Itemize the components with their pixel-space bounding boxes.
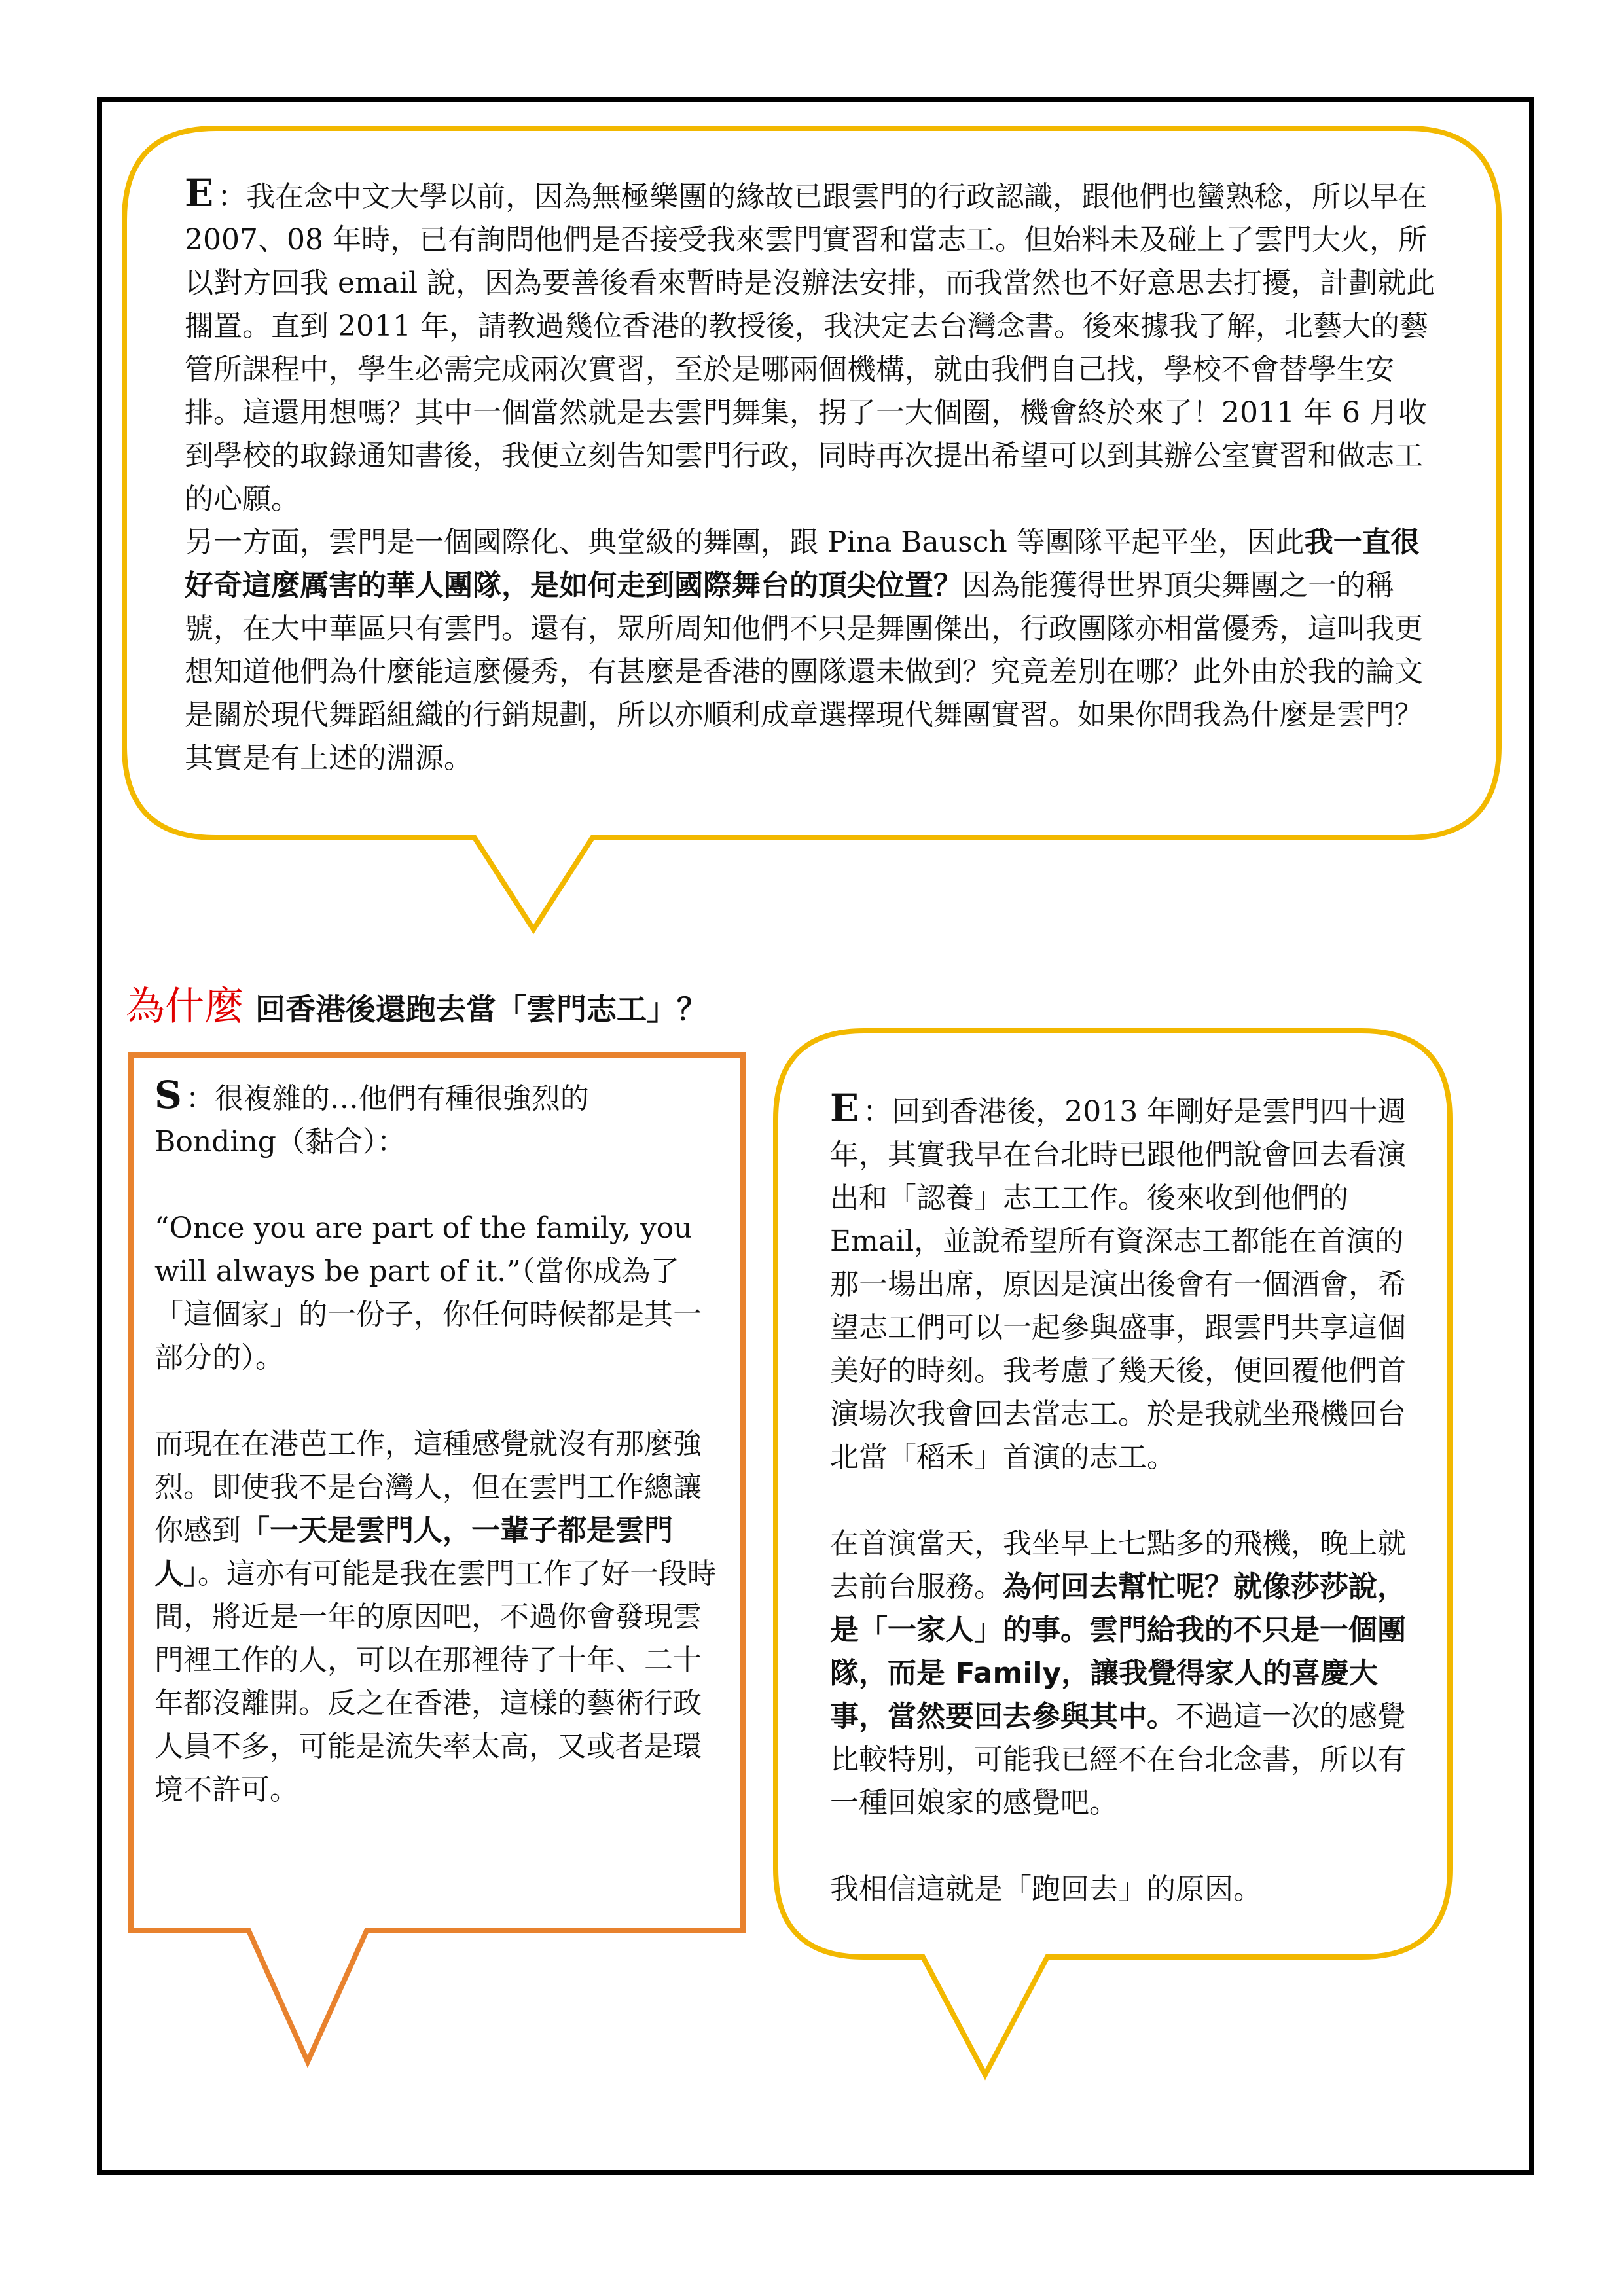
heading-highlight: 為什麼: [126, 984, 244, 1030]
right-paragraph-1: [830, 1086, 1419, 1479]
right-bubble-text: [830, 1086, 1419, 1911]
speaker-label: E: [830, 1086, 859, 1130]
bold-quote: 我一直很好奇這麼厲害的華人團隊，是如何走到國際舞台的頂尖位置？: [185, 526, 1420, 602]
heading-text: 回香港後還跑去當「雲門志工」？: [255, 992, 707, 1027]
bold-quote: 為何回去幫忙呢？就像莎莎說，是「一家人」的事。雲門給我的不只是一個團隊，而是 Family，讓我覺得家人的喜慶大事，當然要回去參與其中。: [830, 1570, 1406, 1733]
left-paragraph-3: [154, 1423, 717, 1812]
left-paragraph-2: “Once you are part of the family, you will always be part of it.”（當你成為了「這個家」的一份子，你任何時候都是其一部分的）。: [154, 1211, 702, 1374]
paragraph-text: ：回到香港後，2013 年剛好是雲門四十週年，其實我早在台北時已跟他們說會回去看演出和「認養」志工工作。後來收到他們的 Email，並說希望所有資深志工都能在首演的那一場出席，原因是演出後會有一個酒會，希望志工們可以一起參與盛事，跟雲門共享這個美好的時刻。我考慮了幾天後，便回覆他們首演場次我會回去當志工。於是我就坐飛機回台北當「稻禾」首演的志工。: [830, 1095, 1407, 1474]
right-paragraph-2: [830, 1522, 1419, 1825]
top-bubble-text: [185, 171, 1448, 780]
paragraph-text: ：我在念中文大學以前，因為無極樂團的緣故已跟雲門的行政認識，跟他們也蠻熟稔，所以早在 2007、08 年時，已有詢問他們是否接受我來雲門實習和當志工。但始料未及碰上了雲門大火，所以對方回我 email 說，因為要善後看來暫時是沒辦法安排，而我當然也不好意思去打擾，計劃就此擱置。直到 2011 年，請教過幾位香港的教授後，我決定去台灣念書。後來據我了解，北藝大的藝管所課程中，學生必需完成兩次實習，至於是哪兩個機構，就由我們自己找，學校不會替學生安排。這還用想嗎？其中一個當然就是去雲門舞集，拐了一大個圈，機會終於來了！2011 年 6 月收到學校的取錄通知書後，我便立刻告知雲門行政，同時再次提出希望可以到其辦公室實習和做志工的心願。: [185, 180, 1435, 516]
left-paragraph-1: [154, 1073, 717, 1164]
paragraph-text: 在首演當天，我坐早上七點多的飛機，晚上就去前台服務。: [830, 1527, 1406, 1604]
speaker-label: E: [185, 171, 214, 215]
bold-quote: 「一天是雲門人，一輩子都是雲門人」: [154, 1514, 673, 1590]
paragraph-text: ：很複雜的…他們有種很強烈的 Bonding（黏合）：: [154, 1082, 589, 1158]
paragraph-text: 因為能獲得世界頂尖舞團之一的稱號，在大中華區只有雲門。還有，眾所周知他們不只是舞團傑出，行政團隊亦相當優秀，這叫我更想知道他們為什麼能這麼優秀，有甚麼是香港的團隊還未做到？究竟差別在哪？此外由於我的論文是關於現代舞蹈組織的行銷規劃，所以亦順利成章選擇現代舞團實習。如果你問我為什麼是雲門？其實是有上述的淵源。: [185, 569, 1423, 775]
paragraph-text: 另一方面，雲門是一個國際化、典堂級的舞團，跟 Pina Bausch 等團隊平起平坐，因此: [185, 526, 1305, 559]
speaker-label: S: [154, 1073, 182, 1117]
right-paragraph-3: 我相信這就是「跑回去」的原因。: [830, 1873, 1262, 1906]
section-heading: [126, 975, 707, 1031]
paragraph-text: 而現在在港芭工作，這種感覺就沒有那麼強烈。即使我不是台灣人，但在雲門工作總讓你感到: [154, 1427, 702, 1547]
paragraph-text: 不過這一次的感覺比較特別，可能我已經不在台北念書，所以有一種回娘家的感覺吧。: [830, 1700, 1406, 1820]
top-paragraph-2: [185, 521, 1448, 780]
left-bubble-text: [154, 1073, 717, 1812]
paragraph-text: 。這亦有可能是我在雲門工作了好一段時間，將近是一年的原因吧，不過你會發現雲門裡工作的人，可以在那裡待了十年、二十年都沒離開。反之在香港，這樣的藝術行政人員不多，可能是流失率太高，又或者是環境不許可。: [154, 1557, 716, 1806]
top-paragraph-1: [185, 171, 1448, 521]
